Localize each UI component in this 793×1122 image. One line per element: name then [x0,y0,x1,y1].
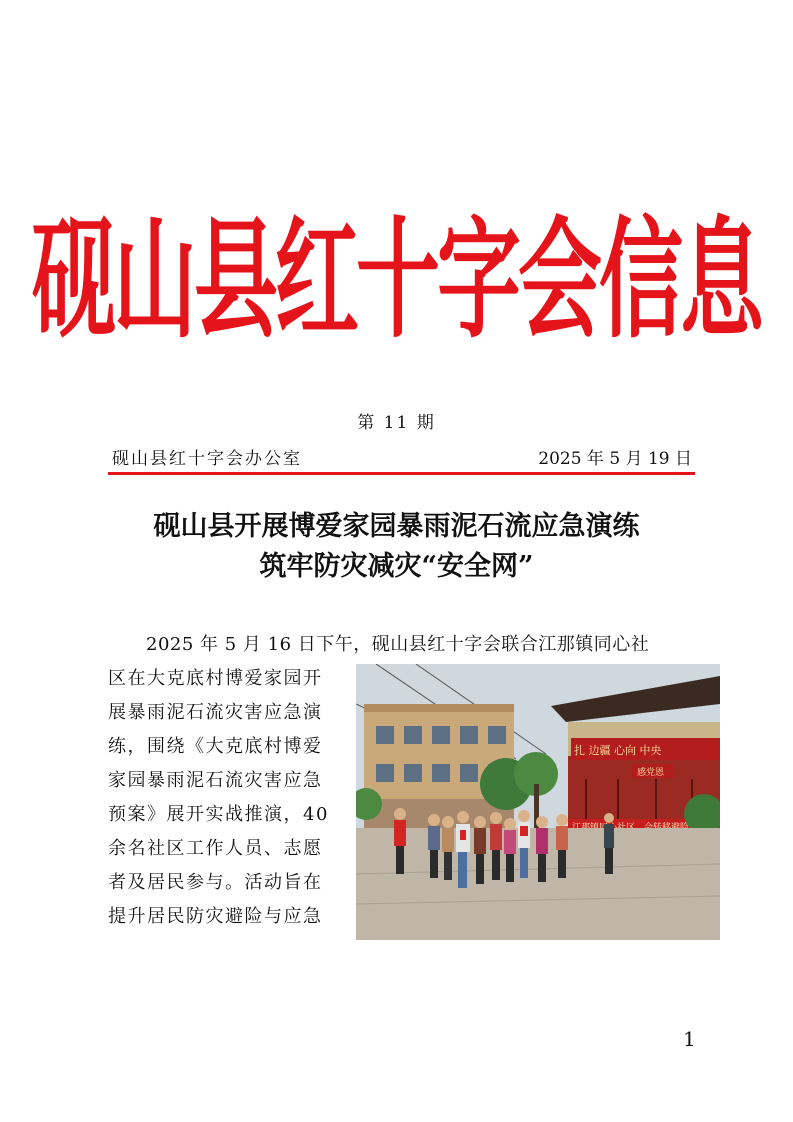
text-line: 家园暴雨泥石流灾害应急 [108,770,323,791]
article-headline [0,507,793,587]
text-line: 余名社区工作人员、志愿 [108,838,323,859]
text-line: 展暴雨泥石流灾害应急演 [108,702,323,723]
text-line: 区在大克底村博爱家园开 [108,668,323,689]
headline-line-1: 砚山县开展博爱家园暴雨泥石流应急演练 [153,511,640,542]
issue-date: 2025 年 5 月 19 日 [538,449,692,469]
masthead [0,205,793,355]
article-first-line: 2025 年 5 月 16 日下午，砚山县红十字会联合江那镇同心社 [146,634,650,655]
text-line: 练，围绕《大克底村博爱 [108,736,323,757]
header-divider [108,472,695,475]
meta-row [112,444,692,468]
headline-line-2: 筑牢防灾减灾“安全网” [259,551,534,582]
drill-photo-illustration [356,664,720,940]
issue-number: 第 11 期 [357,413,436,433]
drill-photo [356,664,720,940]
photo-small-banner: 感党恩 [637,768,665,778]
text-line: 提升居民防灾避险与应急 [108,906,323,927]
page-number: 1 [683,1027,696,1051]
issuing-office: 砚山县红十字会办公室 [112,449,302,469]
text-line: 预案》展开实战推演，40 [108,804,329,825]
text-line: 者及居民参与。活动旨在 [108,872,323,893]
masthead-title: 砚山县红十字会信息 [31,204,761,356]
article-column-text [108,662,346,934]
photo-banner: 扎 边疆 心向 中央 [574,744,662,757]
